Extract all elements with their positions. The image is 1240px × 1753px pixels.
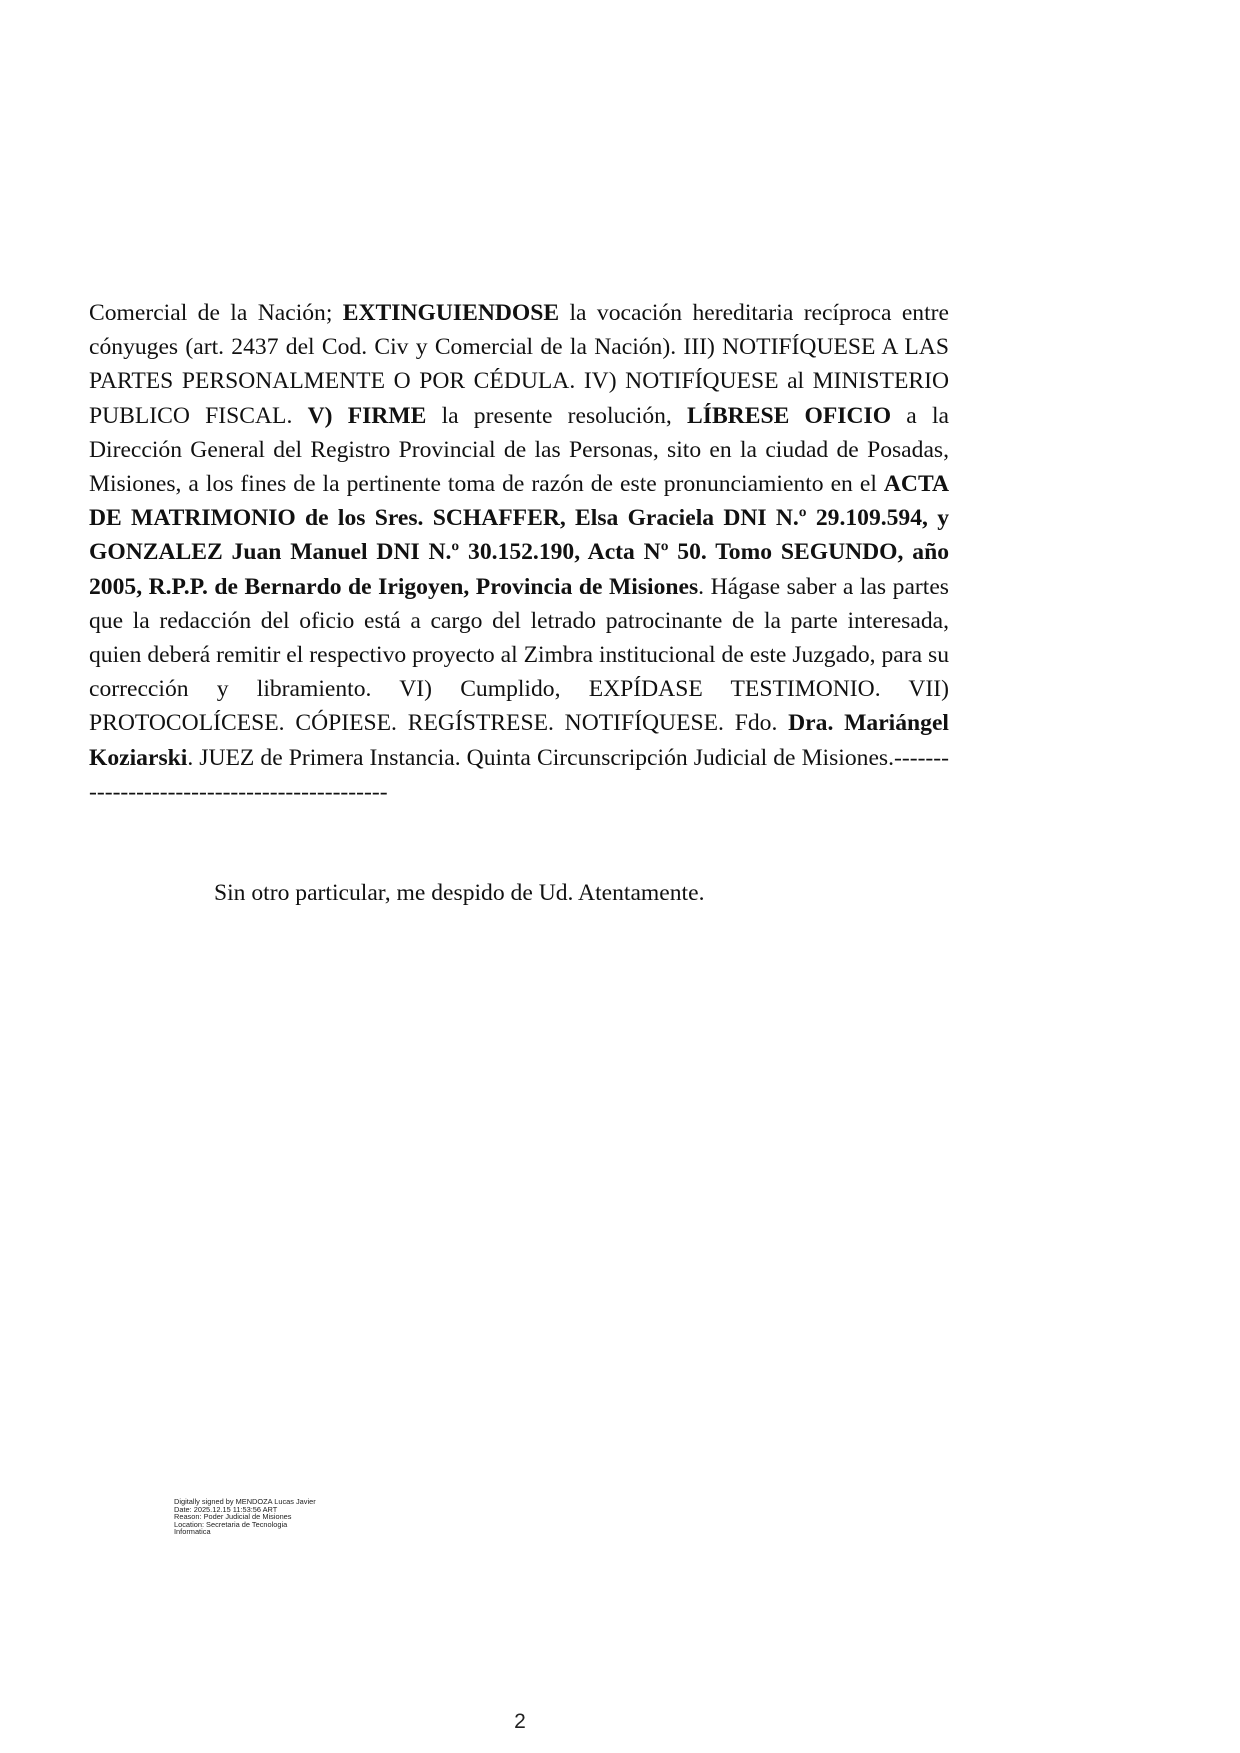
text-segment: la vocación hereditaria recíproca entre cónyuges (art. 2437 del Cod. Civ y Comercial de la Nación). III) NOTIFÍQUESE A LAS PARTES PERSONALMENTE O POR CÉDULA. IV) NOTIFÍQUESE al MINISTERIO PUBLICO FISCAL.	[89, 300, 949, 429]
text-segment: a la Dirección General del Registro Provincial de las Personas, sito en la ciudad de Posadas, Misiones, a los fines de la pertinente toma de razón de este pronunciamiento en el	[89, 402, 949, 498]
bold-segment: LÍBRESE OFICIO	[687, 402, 892, 429]
bold-segment: EXTINGUIENDOSE	[342, 300, 560, 326]
closing-line: Sin otro particular, me despido de Ud. Atentamente.	[214, 880, 705, 906]
bold-segment: V) FIRME	[307, 402, 427, 429]
text-segment: Comercial de la Nación;	[89, 300, 343, 326]
text-segment: la presente resolución,	[426, 402, 688, 429]
page-number: 2	[514, 1710, 526, 1733]
signature-location: Location: Secretaria de Tecnologia	[174, 1519, 288, 1529]
signature-date: Date: 2025.12.15 11:53:56 ART	[174, 1504, 278, 1514]
signature-location-cont: Informatica	[174, 1527, 211, 1537]
signature-signer: Digitally signed by MENDOZA Lucas Javier	[174, 1497, 316, 1506]
text-segment: . JUEZ de Primera Instancia. Quinta Circunscripción Judicial de Misiones.---------------------------------------------	[89, 744, 949, 805]
judge-name: Dra. Mariángel Koziarski	[89, 710, 949, 771]
digital-signature-block	[174, 1498, 374, 1536]
resolution-paragraph	[89, 296, 949, 809]
text-segment: . Hágase saber a las partes que la redacción del oficio está a cargo del letrado patrocinante de la parte interesada, quien deberá remitir el respectivo proyecto al Zimbra institucional de este Juzgado, para su corrección y libramiento. VI) Cumplido, EXPÍDASE TESTIMONIO. VII) PROTOCOLÍCESE. CÓPIESE. REGÍSTRESE. NOTIFÍQUESE. Fdo.	[89, 573, 949, 737]
signature-reason: Reason: Poder Judicial de Misiones	[174, 1512, 292, 1522]
bold-segment: ACTA DE MATRIMONIO de los Sres. SCHAFFER, Elsa Graciela DNI N.º 29.109.594, y GONZALEZ Juan Manuel DNI N.º 30.152.190, Acta Nº 50. Tomo SEGUNDO, año 2005, R.P.P. de Bernardo de Irigoyen, Provincia de Misiones	[89, 471, 949, 600]
